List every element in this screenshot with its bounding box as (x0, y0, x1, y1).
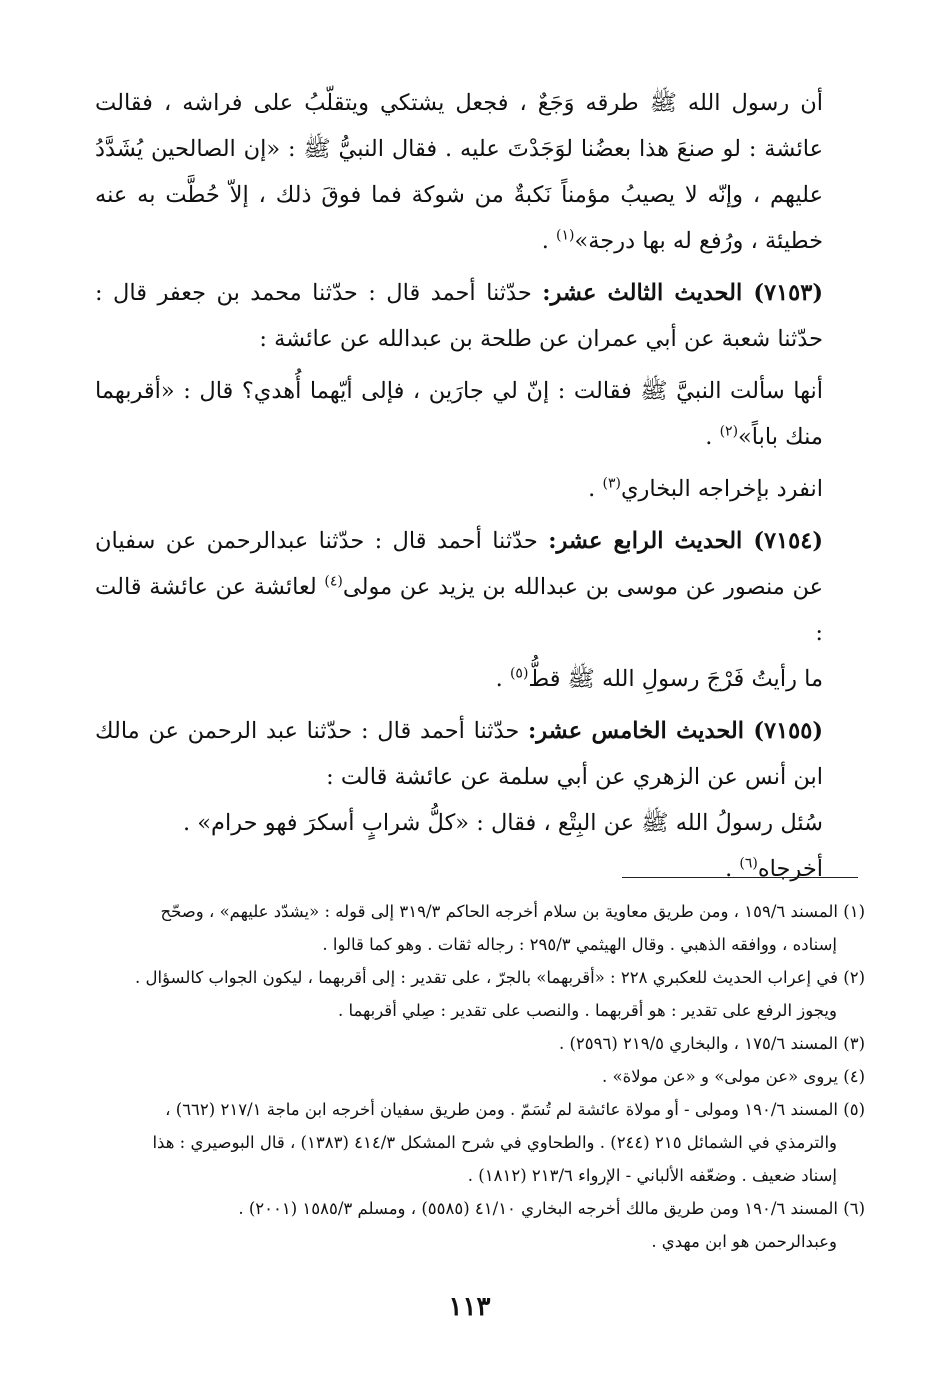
footnote-text: ويجوز الرفع على تقدير : هو أقربهما . والنصب على تقدير : صِلي أقربهما . (337, 1001, 837, 1020)
paragraph-end: . (495, 666, 510, 692)
isnad-text: حدّثنا أحمد قال : حدّثنا عبدالرحمن عن سفيان عن منصور عن موسى بن عبدالله بن يزيد عن مولى (95, 528, 824, 600)
paragraph-text: أنها سألت النبيَّ ﷺ فقالت : إنّ لي جارَين ، فإلى أيّهما أُهدي؟ قال : «أقربهما منك باباً» (95, 378, 823, 450)
footnote-1-cont (95, 929, 865, 960)
footnote-text: (٦) المسند ١٩٠/٦ ومن طريق مالك أخرجه البخاري ٤١/١٠ (٥٥٨٥) ، ومسلم ١٥٨٥/٣ (٢٠٠١) . (238, 1199, 865, 1218)
hadith-7155-heading (95, 708, 865, 800)
hadith-7153-heading (95, 270, 865, 362)
footnote-2 (95, 962, 865, 993)
footnote-text: (١) المسند ١٥٩/٦ ، ومن طريق معاوية بن سلام أخرجه الحاكم ٣١٩/٣ إلى قوله : «يشدّد عليهم» ، وصحّح (160, 902, 865, 921)
paragraph-end: . (588, 476, 603, 502)
footnote-text: (٥) المسند ١٩٠/٦ ومولى - أو مولاة عائشة لم تُسَمّ . ومن طريق سفيان أخرجه ابن ماجة ٢١٧/١ (٦٦٢) ، (165, 1100, 865, 1119)
footnote-6 (95, 1193, 865, 1224)
footnotes (95, 896, 865, 1259)
footnote-3 (95, 1028, 865, 1059)
footnote-2-cont (95, 995, 865, 1026)
footnote-text: والترمذي في الشمائل ٢١٥ (٢٤٤) . والطحاوي في شرح المشكل ٤١٤/٣ (١٣٨٣) ، قال البوصيري : هذا (152, 1133, 837, 1152)
footnote-text: وعبدالرحمن هو ابن مهدي . (651, 1232, 837, 1251)
footnote-ref[interactable]: (٤) (324, 573, 343, 590)
isnad-text-end: لعائشة عن عائشة قالت : (95, 574, 823, 646)
footnote-text: (٣) المسند ١٧٥/٦ ، والبخاري ٢١٩/٥ (٢٥٩٦) . (558, 1034, 865, 1053)
footnote-text: إسناد ضعيف . وضعّفه الألباني - الإرواء ٢١٣/٦ (١٨١٢) . (467, 1166, 837, 1185)
footnote-separator (622, 877, 858, 878)
footnote-5-cont-2 (95, 1160, 865, 1191)
paragraph-end: . (705, 424, 720, 450)
hadith-7154-heading (95, 518, 865, 656)
hadith-label: (٧١٥٥) الحديث الخامس عشر: (527, 718, 823, 744)
hadith-7152-continuation (95, 80, 865, 264)
isnad-text: حدّثنا أحمد قال : حدّثنا عبد الرحمن عن مالك ابن أنس عن الزهري عن أبي سلمة عن عائشة قالت : (95, 718, 823, 790)
paragraph-text: سُئل رسولُ الله ﷺ عن البِتْع ، فقال : «كلُّ شرابٍ أسكرَ فهو حرام» . (182, 810, 823, 836)
footnote-text: إسناده ، ووافقه الذهبي . وقال الهيثمي ٢٩٥/٣ : رجاله ثقات . وهو كما قالوا . (322, 935, 837, 954)
hadith-7155-takhrij (95, 846, 865, 892)
hadith-7155-matn (95, 800, 865, 846)
paragraph-end: . (541, 228, 556, 254)
footnote-ref[interactable]: (١) (556, 227, 575, 244)
paragraph-end: . (725, 856, 740, 882)
footnote-5 (95, 1094, 865, 1125)
footnote-ref[interactable]: (٣) (602, 475, 621, 492)
paragraph-text: أن رسول الله ﷺ طرقه وَجَعٌ ، فجعل يشتكي ويتقلّبُ على فراشه ، فقالت عائشة : لو صنعَ هذا بعضُنا لوَجَدْتَ عليه . فقال النبيُّ ﷺ : «إن الصالحين يُشَدَّدُ عليهم ، وإنّه لا يصيبُ مؤمناً نَكبةٌ من شوكة فما فوقَ ذلك ، إلاّ حُطَّت به عنه خطيئة ، ورُفع له بها درجة» (95, 90, 823, 254)
hadith-7154-matn (95, 656, 865, 702)
footnote-6-cont (95, 1226, 865, 1257)
paragraph-text: ما رأيتُ فَرْجَ رسولِ الله ﷺ قطُّ (528, 666, 823, 692)
footnote-5-cont (95, 1127, 865, 1158)
footnote-4 (95, 1061, 865, 1092)
paragraph-text: أخرجاه (757, 856, 823, 882)
paragraph-text: انفرد بإخراجه البخاري (620, 476, 823, 502)
hadith-7153-takhrij (95, 466, 865, 512)
page-number: ١١٣ (448, 1292, 491, 1322)
hadith-label: (٧١٥٤) الحديث الرابع عشر: (548, 528, 823, 554)
hadith-label: (٧١٥٣) الحديث الثالث عشر: (542, 280, 823, 306)
footnote-text: (٤) يروى «عن مولى» و «عن مولاة» . (601, 1067, 865, 1086)
main-text (95, 80, 865, 892)
hadith-7153-matn (95, 368, 865, 460)
footnote-1 (95, 896, 865, 927)
isnad-text: حدّثنا أحمد قال : حدّثنا محمد بن جعفر قال : حدّثنا شعبة عن أبي عمران عن طلحة بن عبدالله عن عائشة : (95, 280, 823, 352)
footnote-ref[interactable]: (٢) (719, 423, 739, 440)
footnote-ref[interactable]: (٦) (739, 855, 758, 872)
footnote-text: (٢) في إعراب الحديث للعكبري ٢٢٨ : «أقربهما» بالجرّ ، على تقدير : إلى أقربهما ، ليكون الجواب كالسؤال . (135, 968, 865, 987)
footnote-ref[interactable]: (٥) (509, 665, 529, 682)
